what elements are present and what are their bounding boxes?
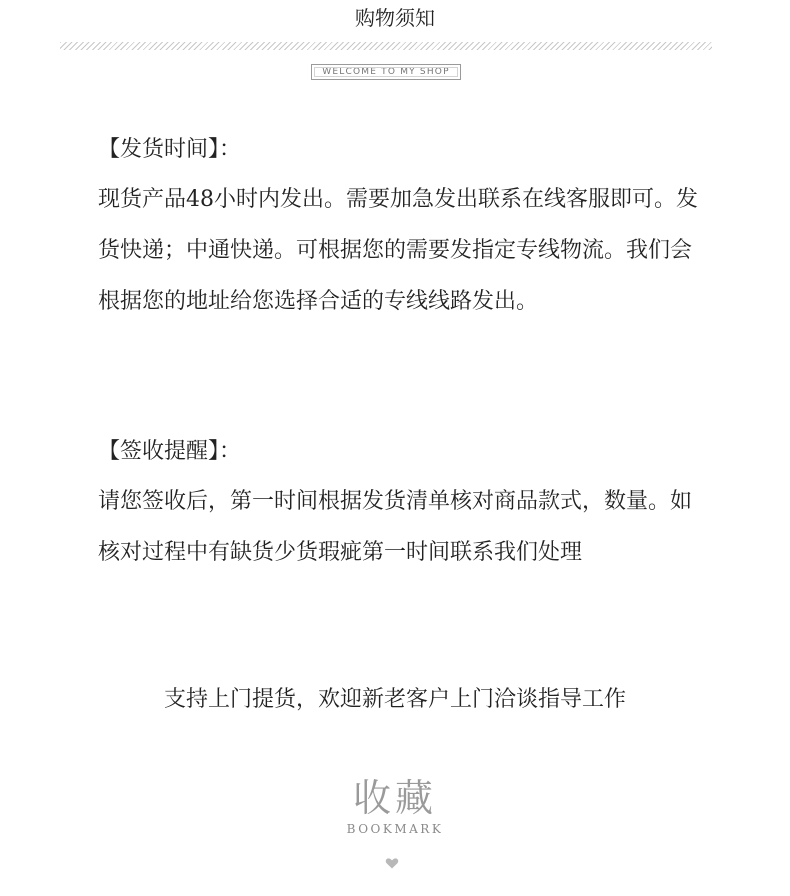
section-body: 请您签收后，第一时间根据发货清单核对商品款式，数量。如核对过程中有缺货少货瑕疵第一时间联系我们处理 (98, 489, 693, 565)
pickup-notice: 支持上门提货，欢迎新老客户上门洽谈指导工作 (163, 687, 626, 712)
wavy-divider (60, 42, 712, 50)
bookmark-title[interactable]: 收藏 (352, 776, 437, 820)
section-heading: 【签收提醒】： (98, 439, 242, 464)
page-title: 购物须知 (355, 6, 435, 30)
shipping-time-section (98, 126, 698, 327)
bookmark-label: BOOKMARK (346, 822, 444, 836)
receipt-reminder-section (98, 428, 698, 578)
section-body: 现货产品48小时内发出。需要加急发出联系在线客服即可。发货快递；中通快递。可根据您的需要发指定专线物流。我们会根据您的地址给您选择合适的专线线路发出。 (98, 187, 698, 314)
welcome-badge: WELCOME TO MY SHOP (311, 64, 461, 80)
section-heading: 【发货时间】： (98, 137, 242, 162)
heart-icon[interactable] (385, 856, 399, 870)
